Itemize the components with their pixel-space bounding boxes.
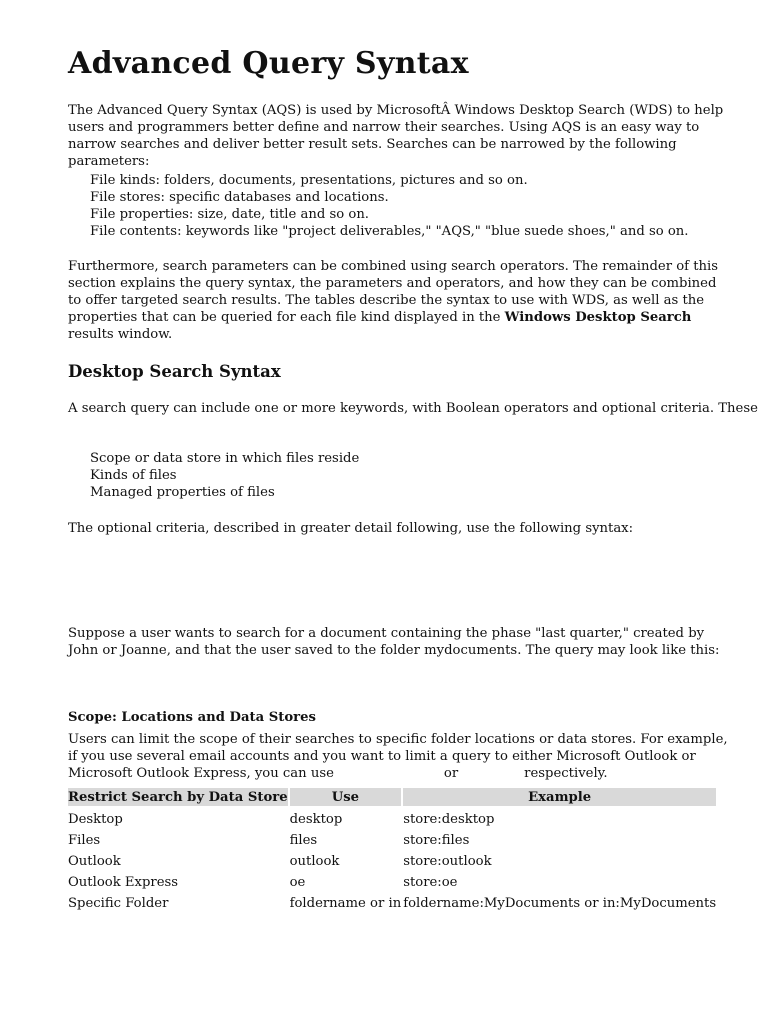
list-item: File contents: keywords like "project deliverables," "AQS," "blue suede shoes," and so on.: [90, 224, 689, 239]
table-row: [68, 806, 716, 827]
optional-criteria-text: The optional criteria, described in greater detail following, use the following syntax:: [68, 521, 634, 536]
intro-paragraph: The Advanced Query Syntax (AQS) is used by MicrosoftÂ Windows Desktop Search (WDS) to help users and programmers better define and narrow their searches. Using AQS is an easy way to narrow searches and deliver better result sets. Searches can be narrowed by the following parameters:: [68, 103, 724, 169]
criteria-list: [90, 450, 359, 501]
furthermore-tail: results window.: [68, 327, 173, 342]
list-item: Managed properties of files: [90, 485, 275, 500]
scope-text: Users can limit the scope of their searches to specific folder locations or data stores. For example, if you use several email accounts and you want to limit a query to either Microsoft Outlook or Microsoft Outlook Express, you can use: [68, 732, 728, 781]
table-cell: foldername or in: [289, 896, 402, 911]
page-title: Advanced Query Syntax: [68, 46, 469, 81]
furthermore-paragraph: [68, 258, 728, 343]
scope-respectively: respectively.: [524, 766, 608, 781]
table-cell: store:desktop: [403, 812, 495, 827]
furthermore-text: Furthermore, search parameters can be combined using search operators. The remainder of this section explains the query syntax, the parameters and operators, and how they can be combined to offer targeted search results. The tables describe the syntax to use with WDS, as well as the properties that can be queried for each file kind displayed in the: [68, 259, 718, 325]
table-cell: files: [289, 833, 318, 848]
table-row: [68, 890, 716, 911]
scope-heading: Scope: Locations and Data Stores: [68, 710, 316, 725]
table-cell: store:oe: [403, 875, 458, 890]
table-cell: store:files: [403, 833, 470, 848]
table-cell: Outlook: [68, 854, 121, 869]
table-cell: store:outlook: [403, 854, 492, 869]
table-row: [68, 848, 716, 869]
column-header: Example: [403, 788, 716, 806]
table-cell: Desktop: [68, 812, 123, 827]
suppose-paragraph: Suppose a user wants to search for a document containing the phase "last quarter," created by John or Joanne, and that the user saved to the folder mydocuments. The query may look like this:: [68, 626, 720, 658]
scope-paragraph: [68, 731, 728, 782]
table-cell: outlook: [289, 854, 340, 869]
list-item: Scope or data store in which files reside: [90, 451, 360, 466]
table-cell: Outlook Express: [68, 875, 179, 890]
list-item: File kinds: folders, documents, presentations, pictures and so on.: [90, 173, 528, 188]
list-item: File stores: specific databases and locations.: [90, 190, 389, 205]
table-row: [68, 869, 716, 890]
list-item: File properties: size, date, title and so on.: [90, 207, 369, 222]
column-header: Restrict Search by Data Store: [68, 789, 288, 805]
data-store-table: [66, 788, 718, 911]
list-item: Kinds of files: [90, 468, 177, 483]
table-cell: desktop: [289, 812, 343, 827]
table-header-row: [68, 788, 716, 806]
table-cell: oe: [289, 875, 306, 890]
table-cell: Files: [68, 833, 101, 848]
query-intro: A search query can include one or more keywords, with Boolean operators and optional criteria. These: [68, 401, 758, 416]
table-row: [68, 827, 716, 848]
scope-or: or: [443, 766, 459, 781]
table-cell: Specific Folder: [68, 896, 169, 911]
section-heading: Desktop Search Syntax: [68, 362, 281, 381]
table-cell: foldername:MyDocuments or in:MyDocuments: [403, 896, 717, 911]
parameters-list: [90, 172, 688, 240]
column-header: Use: [290, 788, 402, 806]
furthermore-bold: Windows Desktop Search: [504, 310, 692, 325]
